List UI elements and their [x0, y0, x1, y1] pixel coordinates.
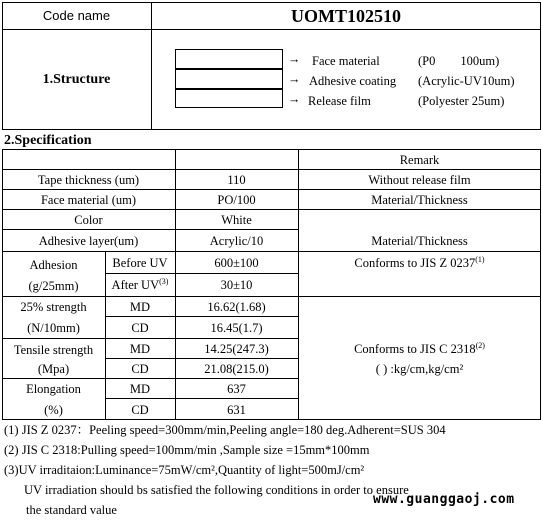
layer-box-adhesive	[175, 69, 283, 89]
row-line	[2, 229, 298, 230]
specification-title: 2.Specification	[4, 133, 92, 148]
layer-name-release: Release film	[308, 94, 371, 108]
strength-cd-value: 16.45(1.7)	[210, 321, 263, 335]
elongation-md-label: MD	[129, 382, 151, 396]
remark-header: Remark	[399, 153, 440, 167]
arrow-icon: →	[288, 72, 301, 86]
layer-name-adhesive: Adhesive coating	[309, 74, 397, 88]
arrow-icon: →	[288, 92, 301, 106]
after-uv-value: 30±10	[220, 278, 253, 292]
jis-z-remark: Conforms to JIS Z 0237$^{(1)}$	[354, 254, 485, 270]
adhesion-label: Adhesion	[29, 258, 78, 272]
row-line	[2, 296, 541, 297]
arrow-icon: →	[288, 52, 301, 66]
code-name-label: Code name	[42, 8, 111, 23]
row-line	[105, 358, 298, 359]
tape-thickness-value: 110	[227, 173, 246, 187]
tensile-label: Tensile strength	[13, 343, 94, 357]
strength-md-value: 16.62(1.68)	[207, 300, 266, 314]
before-uv-value: 600±100	[214, 256, 259, 270]
color-value: White	[221, 213, 252, 227]
row-line	[105, 316, 298, 317]
units-remark: ( ) :kg/cm,kg/cm²	[375, 362, 464, 376]
note-uv-condition: UV irradiation should bs satisfied the following conditions in order to ensure	[24, 483, 409, 497]
strength-cd-label: CD	[131, 321, 149, 335]
layer-name-face: Face material	[312, 54, 380, 68]
row-line	[2, 378, 298, 379]
elongation-unit: (%)	[44, 403, 63, 417]
row-line	[2, 338, 298, 339]
watermark: www.guanggaoj.com	[373, 492, 515, 507]
color-label: Color	[74, 213, 103, 227]
elongation-cd-value: 631	[227, 403, 246, 417]
row-line	[105, 273, 298, 274]
strength-label: 25% strength	[20, 300, 87, 314]
tape-thickness-label: Tape thickness (um)	[37, 173, 140, 187]
tensile-cd-value: 21.08(215.0)	[204, 362, 269, 376]
note-standard-value: the standard value	[26, 503, 117, 517]
face-material-remark: Material/Thickness	[371, 193, 468, 207]
before-uv-label: Before UV	[112, 256, 168, 270]
layer-spec-face: (P0 100um)	[418, 54, 500, 68]
strength-unit: (N/10mm)	[27, 321, 80, 335]
layer-spec-adhesive: (Acrylic-UV10um)	[418, 74, 515, 88]
code-name-value: UOMT102510	[291, 6, 401, 26]
tensile-unit: (Mpa)	[37, 362, 70, 376]
row-line	[2, 169, 541, 170]
header-divider	[2, 29, 541, 30]
after-uv-label: After UV$^{(3)}$	[111, 276, 169, 292]
elongation-cd-label: CD	[131, 403, 149, 417]
jis-c-remark: Conforms to JIS C 2318$^{(2)}$	[354, 340, 485, 356]
adhesive-layer-label: Adhesive layer(um)	[38, 234, 139, 248]
tape-thickness-remark: Without release film	[368, 173, 471, 187]
layer-spec-release: (Polyester 25um)	[418, 94, 505, 108]
layer-box-release	[175, 89, 283, 108]
row-line	[2, 251, 541, 252]
tensile-md-value: 14.25(247.3)	[204, 342, 269, 356]
strength-md-label: MD	[129, 300, 151, 314]
note-uv: (3)UV irraditaion:Luminance=75mW/cm²,Quantity of light=500mJ/cm²	[4, 463, 365, 477]
note-jis-c: (2) JIS C 2318:Pulling speed=100mm/min ,Sample size =15mm*100mm	[4, 443, 370, 457]
face-material-value: PO/100	[217, 193, 256, 207]
face-material-label: Face material (um)	[40, 193, 137, 207]
elongation-md-value: 637	[227, 382, 246, 396]
row-line	[2, 189, 541, 190]
adhesion-unit: (g/25mm)	[28, 279, 79, 293]
structure-title: 1.Structure	[42, 72, 111, 87]
row-line	[105, 398, 298, 399]
note-jis-z: (1) JIS Z 0237：Peeling speed=300mm/min,Peeling angle=180 deg.Adherent=SUS 304	[4, 423, 446, 437]
elongation-label: Elongation	[26, 382, 81, 396]
layer-box-face	[175, 49, 283, 69]
tensile-cd-label: CD	[131, 362, 149, 376]
row-line	[2, 209, 541, 210]
tensile-md-label: MD	[129, 342, 151, 356]
adhesive-layer-value: Acrylic/10	[209, 234, 264, 248]
adhesive-layer-remark: Material/Thickness	[371, 234, 468, 248]
